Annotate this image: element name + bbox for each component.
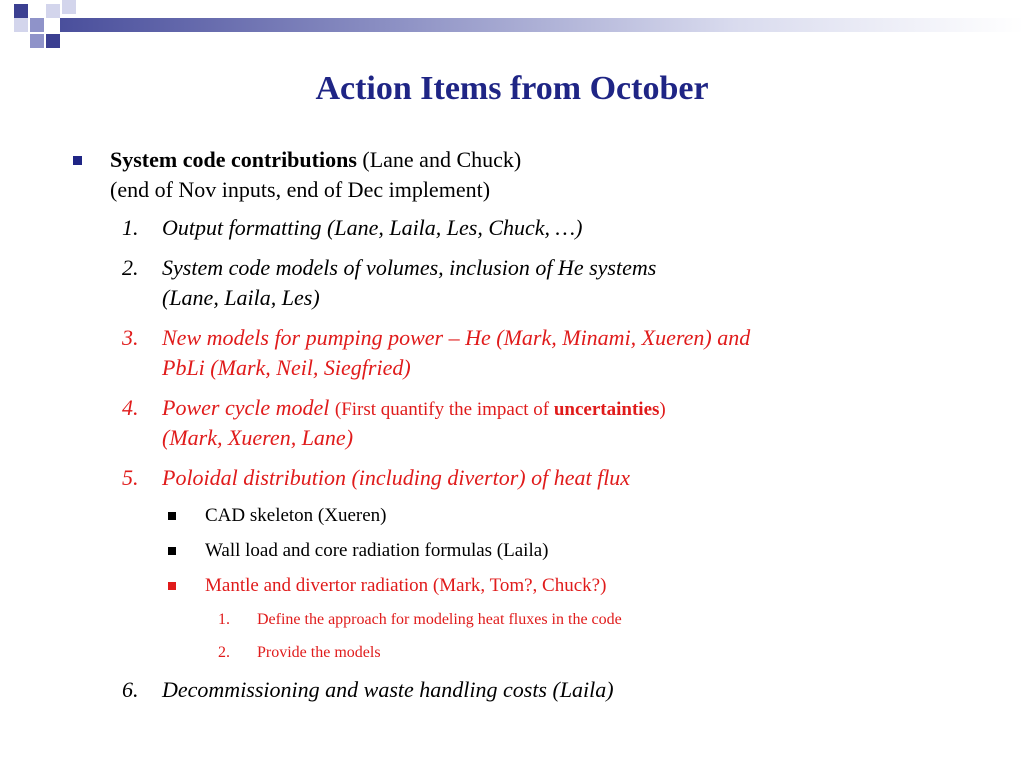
main-heading-rest: (Lane and Chuck) bbox=[356, 147, 522, 172]
slide-title: Action Items from October bbox=[315, 70, 709, 107]
main-heading-line2: (end of Nov inputs, end of Dec implement) bbox=[110, 177, 491, 202]
sub-item: Wall load and core radiation formulas (Laila) bbox=[205, 540, 549, 561]
header-square bbox=[46, 34, 60, 48]
sub-sub-number: 1. bbox=[218, 611, 230, 628]
sub-sub-number: 2. bbox=[218, 644, 230, 661]
item-4-bold: uncertainties bbox=[553, 399, 660, 420]
header-square bbox=[62, 0, 76, 14]
list-item-line2: (Mark, Xueren, Lane) bbox=[162, 425, 354, 450]
list-item: System code models of volumes, inclusion of He systems bbox=[162, 255, 657, 280]
sub-bullet-icon bbox=[168, 512, 176, 520]
header-gradient-bar bbox=[60, 18, 1024, 32]
list-item: New models for pumping power – He (Mark, Minami, Xueren) and bbox=[162, 325, 751, 350]
item-4-upright: (First quantify the impact of bbox=[334, 399, 554, 420]
list-item bbox=[162, 393, 962, 425]
item-number: 5. bbox=[122, 465, 139, 490]
list-item: Output formatting (Lane, Laila, Les, Chuck, …) bbox=[162, 215, 583, 240]
list-item: Decommissioning and waste handling costs (Laila) bbox=[162, 677, 614, 702]
main-heading-bold: System code contributions bbox=[110, 147, 357, 172]
header-square bbox=[14, 4, 28, 18]
item-number: 6. bbox=[122, 677, 139, 702]
item-4-italic: Power cycle model bbox=[162, 395, 335, 420]
header-square bbox=[14, 18, 28, 32]
item-number: 3. bbox=[122, 325, 139, 350]
list-item-line2: (Lane, Laila, Les) bbox=[162, 285, 320, 310]
main-heading bbox=[110, 145, 521, 175]
header-square bbox=[46, 4, 60, 18]
sub-bullet-icon bbox=[168, 547, 176, 555]
item-number: 4. bbox=[122, 395, 139, 420]
sub-item: Mantle and divertor radiation (Mark, Tom?, Chuck?) bbox=[205, 575, 607, 596]
list-item: Poloidal distribution (including divertor) of heat flux bbox=[162, 465, 631, 490]
header-square bbox=[30, 18, 44, 32]
item-number: 1. bbox=[122, 215, 139, 240]
bullet-square-icon bbox=[73, 156, 82, 165]
item-number: 2. bbox=[122, 255, 139, 280]
sub-bullet-icon bbox=[168, 582, 176, 590]
sub-item: CAD skeleton (Xueren) bbox=[205, 505, 387, 526]
sub-sub-item: Provide the models bbox=[257, 644, 381, 661]
list-item-line2: PbLi (Mark, Neil, Siegfried) bbox=[162, 355, 411, 380]
header-square bbox=[30, 34, 44, 48]
item-4-close: ) bbox=[659, 399, 666, 420]
sub-sub-item: Define the approach for modeling heat fluxes in the code bbox=[257, 611, 622, 628]
